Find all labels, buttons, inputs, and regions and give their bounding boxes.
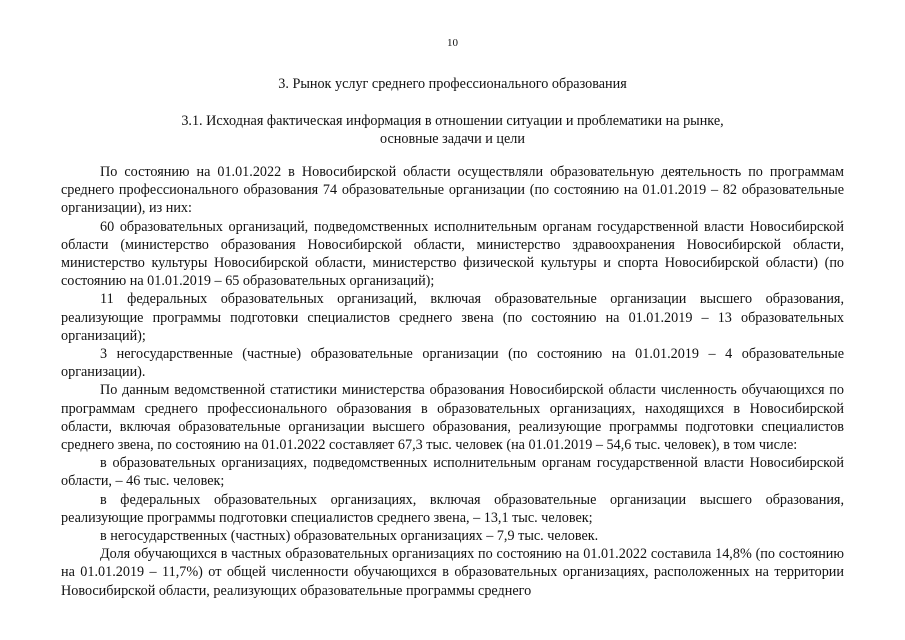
subsection-title — [0, 112, 905, 148]
paragraph: в негосударственных (частных) образовательных организациях – 7,9 тыс. человек. — [100, 528, 599, 545]
paragraph: По данным ведомственной статистики министерства образования Новосибирской области численность обучающихся по программам среднего профессионального образования в образовательных организациях, находящихся в Новосибирской области, включая образовательные организации высшего образования, реализующие программы подготовки специалистов среднего звена, по состоянию на 01.01.2022 составляет 67,3 тыс. человек (на 01.01.2019 – 54,6 тыс. человек), в том числе: — [61, 382, 844, 454]
section-title: 3. Рынок услуг среднего профессионального образования — [278, 76, 627, 92]
subsection-title-line-1: 3.1. Исходная фактическая информация в отношении ситуации и проблематики на рынке, — [181, 113, 724, 129]
paragraph: Доля обучающихся в частных образовательных организациях по состоянию на 01.01.2022 составила 14,8% (по состоянию на 01.01.2019 – 11,7%) от общей численности обучающихся в образовательных организациях, расположенных на территории Новосибирской области, реализующих образовательные программы среднего — [61, 546, 844, 599]
document-body — [61, 163, 844, 600]
paragraph: 3 негосударственные (частные) образовательные организации (по состоянию на 01.01.2019 – 4 образовательные организации). — [61, 346, 844, 381]
paragraph: в федеральных образовательных организациях, включая образовательные организации высшего образования, реализующие программы подготовки специалистов среднего звена, – 13,1 тыс. человек; — [61, 491, 844, 526]
paragraph: По состоянию на 01.01.2022 в Новосибирской области осуществляли образовательную деятельность по программам среднего профессионального образования 74 образовательные организации (по состоянию на 01.01.2019 – 82 образовательные организации), из них: — [61, 164, 844, 217]
subsection-title-line-2: основные задачи и цели — [380, 131, 525, 147]
paragraph: 60 образовательных организаций, подведомственных исполнительным органам государственной власти Новосибирской области (министерство образования Новосибирской области, министерство здравоохранения Новосибирской области, министерство культуры Новосибирской области, министерство физической культуры и спорта Новосибирской области) (по состоянию на 01.01.2019 – 65 образовательных организаций); — [61, 218, 844, 290]
paragraph: 11 федеральных образовательных организаций, включая образовательные организации высшего образования, реализующие программы подготовки специалистов среднего звена (по состоянию на 01.01.2019 – 13 образовательных организаций); — [61, 291, 844, 344]
paragraph: в образовательных организациях, подведомственных исполнительным органам государственной власти Новосибирской области, – 46 тыс. человек; — [61, 455, 844, 490]
page-number: 10 — [447, 37, 458, 49]
